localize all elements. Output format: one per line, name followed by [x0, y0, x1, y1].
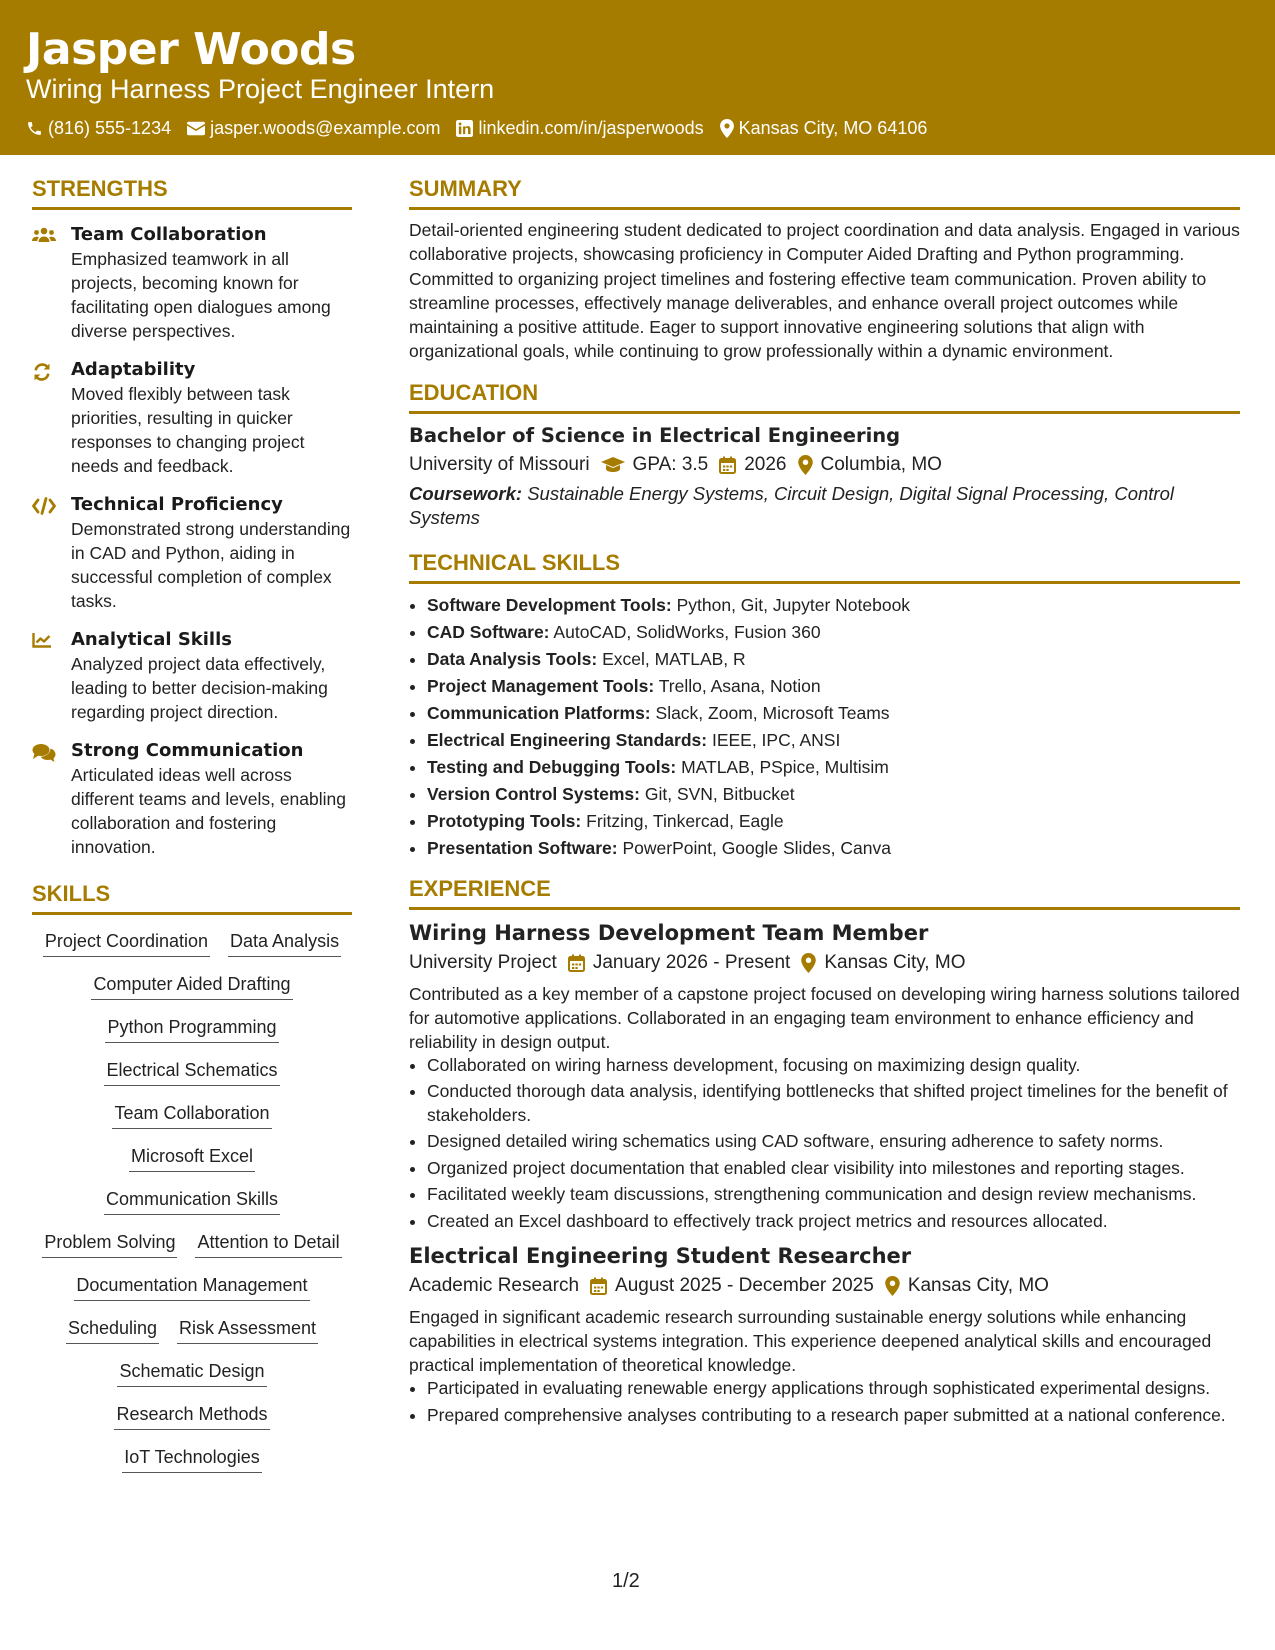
skill-values: Excel, MATLAB, R	[602, 648, 746, 669]
list-item: • Facilitated weekly team discussions, strengthening communication and design review mechanisms.	[427, 1183, 1240, 1207]
skill-category: Electrical Engineering Standards:	[427, 729, 708, 750]
graduation-year: 2026	[744, 453, 787, 475]
technical-skills-list	[409, 592, 1240, 862]
experience-heading: EXPERIENCE	[409, 874, 1240, 910]
skill-category: CAD Software:	[427, 621, 550, 642]
phone-icon	[26, 120, 43, 137]
strength-name: Technical Proficiency	[71, 494, 283, 515]
job-dates: August 2025 - December 2025	[615, 1275, 874, 1297]
skill-tag: Risk Assessment	[177, 1316, 318, 1344]
job-meta	[409, 1271, 1240, 1301]
job-org: University Project	[409, 951, 557, 973]
job-location: Kansas City, MO	[907, 1275, 1049, 1297]
map-marker-icon	[798, 455, 813, 475]
skill-values: Python, Git, Jupyter Notebook	[676, 594, 911, 615]
skill-tag: Problem Solving	[42, 1230, 177, 1258]
location-text: Kansas City, MO 64106	[738, 118, 928, 138]
linkedin-text: linkedin.com/in/jasperwoods	[478, 118, 704, 138]
summary-text: Detail-oriented engineering student dedicated to project coordination and data analysis. Engaged in various collaborative projects, showcasing proficiency in Computer Aided Drafting and Python programming. Committed to organizing project timelines and fostering effective team communication. Proven ability to streamline processes, effectively manage deliverables, and enhance overall project outcomes while maintaining a positive attitude. Eager to support innovative engineering solutions that align with organizational goals, while continuing to grow professionally within a dynamic environment.	[409, 220, 1240, 362]
graduation-cap-icon	[601, 457, 625, 473]
strength-item	[32, 627, 352, 724]
coursework	[409, 482, 1240, 530]
list-item: • Conducted thorough data analysis, identifying bottlenecks that shifted project timelines for the benefit of stakeholders.	[427, 1080, 1240, 1127]
skill-category: Prototyping Tools:	[427, 810, 582, 831]
skill-category: Testing and Debugging Tools:	[427, 756, 677, 777]
list-item: • Created an Excel dashboard to effectively track project metrics and resources allocated.	[427, 1210, 1240, 1234]
education-heading: EDUCATION	[409, 378, 1240, 414]
list-item: • Prepared comprehensive analyses contributing to a research paper submitted at a national conference.	[427, 1404, 1240, 1428]
strength-item	[32, 738, 352, 859]
calendar-icon	[568, 954, 585, 972]
job-bullets	[409, 1054, 1240, 1234]
degree-title: Bachelor of Science in Electrical Engineering	[409, 423, 901, 447]
skill-tag: Communication Skills	[104, 1187, 280, 1215]
list-item	[427, 646, 1240, 673]
skill-values: IEEE, IPC, ANSI	[711, 729, 841, 750]
coursework-label: Coursework:	[409, 482, 523, 504]
contact-email[interactable]	[187, 116, 440, 140]
job-org: Academic Research	[409, 1275, 580, 1297]
strength-name: Adaptability	[71, 359, 196, 380]
list-item: • Organized project documentation that enabled clear visibility into milestones and reporting stages.	[427, 1157, 1240, 1181]
job-meta	[409, 948, 1240, 978]
skill-tag: Computer Aided Drafting	[91, 972, 292, 1000]
list-item	[427, 835, 1240, 862]
map-marker-icon	[801, 953, 816, 973]
linkedin-icon	[456, 120, 473, 137]
job-bullets	[409, 1377, 1240, 1427]
list-item	[427, 592, 1240, 619]
skill-values: Slack, Zoom, Microsoft Teams	[655, 702, 890, 723]
skill-category: Data Analysis Tools:	[427, 648, 598, 669]
job-location: Kansas City, MO	[824, 951, 966, 973]
experience-entry	[409, 1241, 1240, 1427]
strength-desc: Emphasized teamwork in all projects, becoming known for facilitating open dialogues among diverse perspectives.	[71, 249, 331, 341]
list-item	[427, 673, 1240, 700]
skill-values: Fritzing, Tinkercad, Eagle	[586, 810, 784, 831]
skill-category: Presentation Software:	[427, 837, 618, 858]
list-item: • Collaborated on wiring harness development, focusing on maximizing design quality.	[427, 1054, 1240, 1078]
chart-line-icon	[32, 632, 52, 648]
email-text: jasper.woods@example.com	[210, 118, 441, 138]
skill-category: Project Management Tools:	[427, 675, 655, 696]
strength-name: Team Collaboration	[71, 224, 267, 245]
school-name: University of Missouri	[409, 453, 590, 475]
contact-location	[720, 116, 928, 140]
candidate-title: Wiring Harness Project Engineer Intern	[26, 74, 495, 104]
skill-tag: Team Collaboration	[112, 1101, 271, 1129]
skill-tag: IoT Technologies	[122, 1445, 261, 1473]
list-item	[427, 781, 1240, 808]
users-icon	[32, 227, 56, 243]
skill-tag: Data Analysis	[228, 929, 341, 957]
list-item: • Designed detailed wiring schematics using CAD software, ensuring adherence to safety norms.	[427, 1130, 1240, 1154]
sync-icon	[32, 362, 52, 382]
strength-desc: Analyzed project data effectively, leading to better decision-making regarding project direction.	[71, 654, 328, 722]
skill-values: AutoCAD, SolidWorks, Fusion 360	[553, 621, 821, 642]
skill-tag: Python Programming	[105, 1015, 278, 1043]
skill-category: Software Development Tools:	[427, 594, 672, 615]
skill-category: Communication Platforms:	[427, 702, 651, 723]
strength-item	[32, 222, 352, 343]
skill-values: Trello, Asana, Notion	[658, 675, 821, 696]
list-item	[427, 808, 1240, 835]
experience-entry	[409, 918, 1240, 1234]
list-item	[427, 700, 1240, 727]
skill-tag: Electrical Schematics	[104, 1058, 279, 1086]
calendar-icon	[590, 1277, 607, 1295]
resume-header	[0, 0, 1275, 155]
list-item	[427, 727, 1240, 754]
skill-tag: Microsoft Excel	[129, 1144, 255, 1172]
job-dates: January 2026 - Present	[592, 951, 791, 973]
contact-phone[interactable]	[26, 116, 171, 140]
map-marker-icon	[720, 119, 734, 138]
skill-tag: Schematic Design	[117, 1359, 266, 1387]
map-marker-icon	[885, 1276, 900, 1296]
list-item: • Participated in evaluating renewable energy applications through sophisticated experimental designs.	[427, 1377, 1240, 1401]
job-description: Engaged in significant academic research surrounding sustainable energy solutions while enhancing capabilities in electrical systems integration. This experience deepened analytical skills and encouraged practical implementation of theoretical knowledge.	[409, 1307, 1212, 1376]
skill-tag: Research Methods	[114, 1402, 269, 1430]
gpa-text: GPA: 3.5	[632, 453, 709, 475]
skill-values: PowerPoint, Google Slides, Canva	[622, 837, 891, 858]
strength-desc: Articulated ideas well across different teams and levels, enabling collaboration and fostering innovation.	[71, 765, 346, 857]
skills-heading: SKILLS	[32, 879, 352, 915]
left-column	[32, 174, 352, 1488]
strength-item	[32, 357, 352, 478]
contact-linkedin[interactable]	[456, 116, 703, 140]
summary-heading: SUMMARY	[409, 174, 1240, 210]
strength-item	[32, 492, 352, 613]
calendar-icon	[719, 456, 736, 474]
candidate-name: Jasper Woods	[26, 24, 356, 75]
job-description: Contributed as a key member of a capstone project focused on developing wiring harness solutions tailored for automotive applications. Collaborated in an engaging team environment to enhance efficiency and reliability in design output.	[409, 983, 1240, 1052]
phone-text: (816) 555-1234	[48, 118, 172, 138]
skill-category: Version Control Systems:	[427, 783, 640, 804]
right-column	[409, 174, 1240, 1435]
technical-skills-heading: TECHNICAL SKILLS	[409, 548, 1240, 584]
job-title: Wiring Harness Development Team Member	[409, 920, 929, 945]
skill-tag: Scheduling	[66, 1316, 159, 1344]
skill-tag: Project Coordination	[43, 929, 210, 957]
list-item	[427, 619, 1240, 646]
strength-name: Strong Communication	[71, 740, 304, 761]
strength-name: Analytical Skills	[71, 629, 232, 650]
page-indicator: 1/2	[612, 1570, 640, 1592]
list-item	[427, 754, 1240, 781]
strengths-heading: STRENGTHS	[32, 174, 352, 210]
education-meta	[409, 450, 1240, 480]
skills-list	[32, 929, 352, 1473]
skill-tag: Documentation Management	[74, 1273, 309, 1301]
code-icon	[32, 497, 56, 515]
job-title: Electrical Engineering Student Researcher	[409, 1244, 912, 1269]
strength-desc: Demonstrated strong understanding in CAD and Python, aiding in successful completion of complex tasks.	[71, 519, 351, 611]
skill-values: MATLAB, PSpice, Multisim	[681, 756, 889, 777]
contact-bar	[26, 116, 943, 140]
coursework-list: Sustainable Energy Systems, Circuit Design, Digital Signal Processing, Control Systems	[409, 482, 1174, 528]
strength-desc: Moved flexibly between task priorities, resulting in quicker responses to changing project needs and feedback.	[71, 384, 305, 476]
skill-values: Git, SVN, Bitbucket	[644, 783, 795, 804]
envelope-icon	[187, 121, 205, 136]
comments-icon	[32, 743, 56, 762]
skill-tag: Attention to Detail	[195, 1230, 341, 1258]
school-location: Columbia, MO	[820, 453, 942, 475]
